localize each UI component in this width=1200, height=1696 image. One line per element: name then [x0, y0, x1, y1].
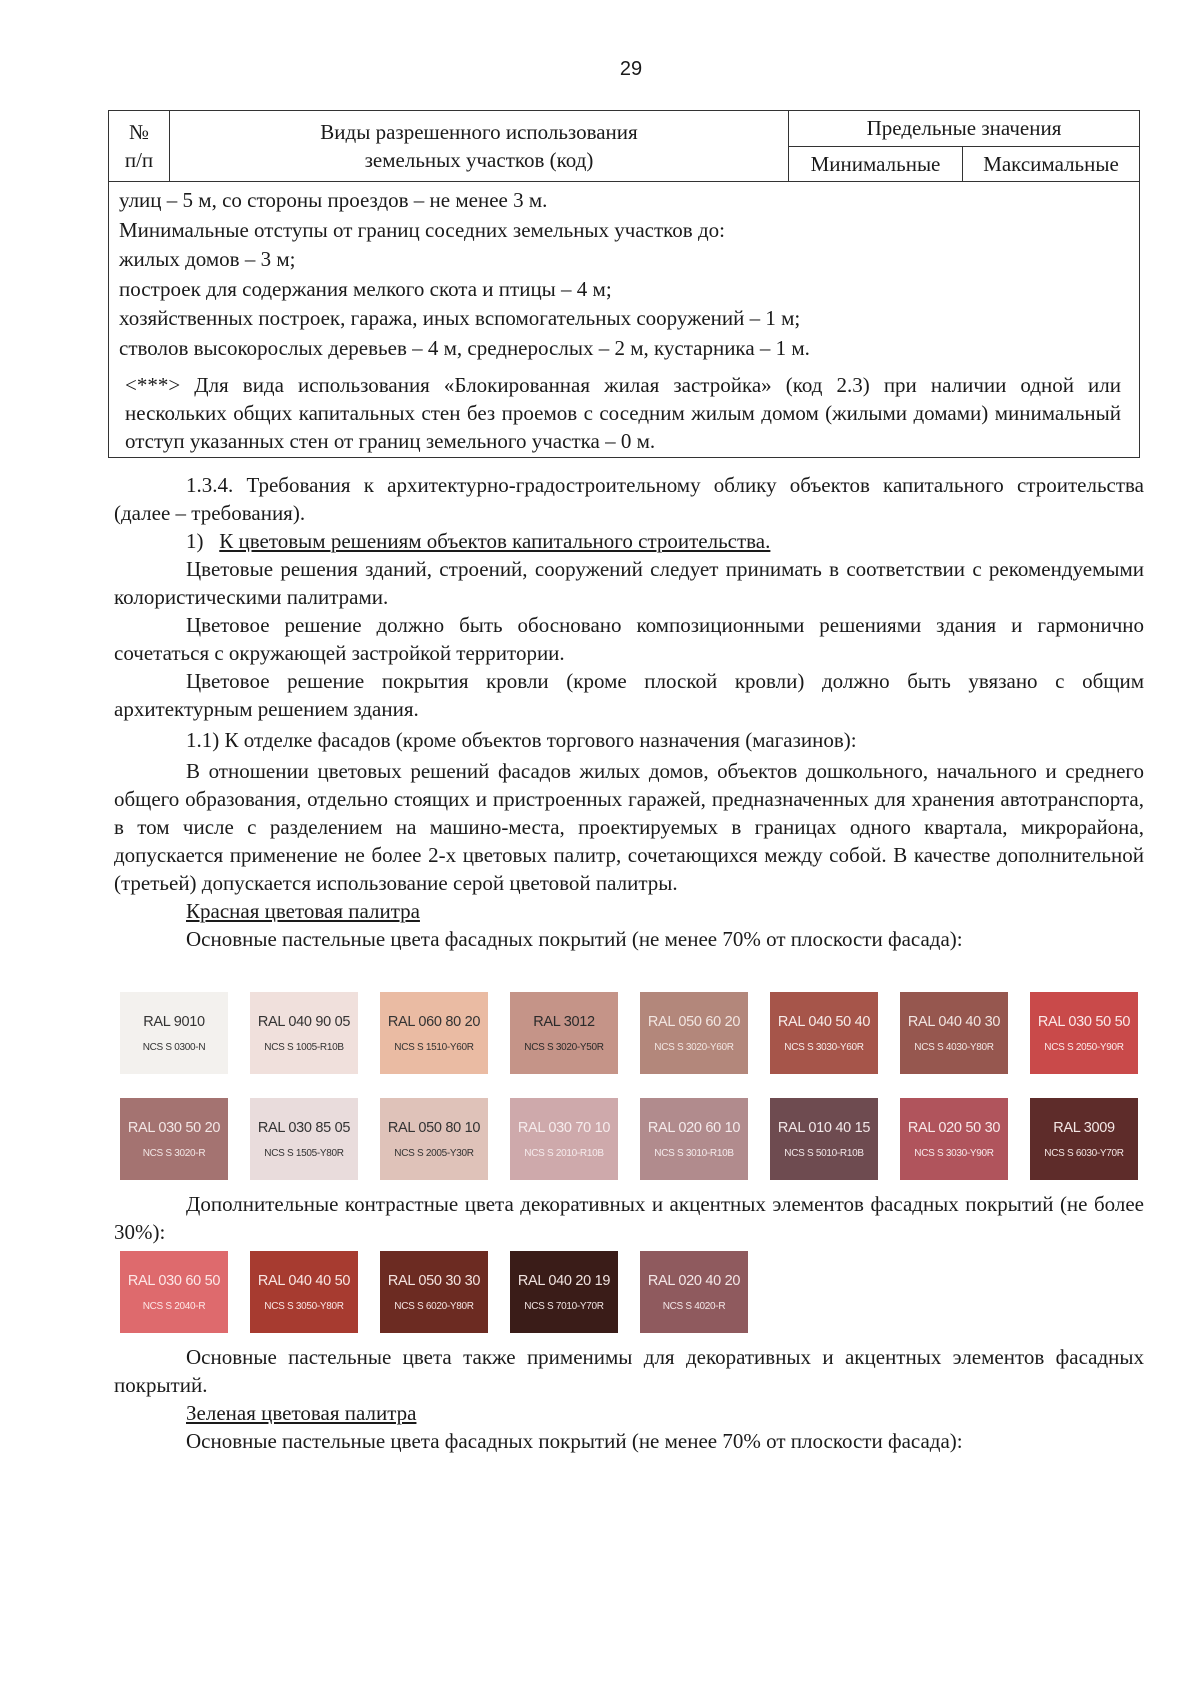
- color-swatch: [120, 1098, 228, 1180]
- swatch-ncs-code: NCS S 7010-Y70R: [524, 1300, 604, 1312]
- color-swatch: [250, 1098, 358, 1180]
- color-swatch: [120, 1251, 228, 1333]
- swatch-ral-code: RAL 9010: [143, 1013, 205, 1030]
- table-line: стволов высокорослых деревьев – 4 м, среднерослых – 2 м, кустарника – 1 м.: [119, 335, 810, 360]
- red-main-palette-row-1: [120, 992, 1160, 1074]
- swatch-ral-code: RAL 030 70 10: [517, 1119, 611, 1136]
- swatch-ral-code: RAL 040 50 40: [777, 1013, 871, 1030]
- swatch-ncs-code: NCS S 2050-Y90R: [1044, 1041, 1124, 1053]
- color-swatch: [510, 1098, 618, 1180]
- paragraph-color-palettes: Цветовые решения зданий, строений, сооружений следует принимать в соответствии с рекомендуемыми колористическими палитрами.: [114, 557, 1144, 609]
- swatch-ncs-code: NCS S 3030-Y90R: [914, 1147, 994, 1159]
- color-swatch: [250, 1251, 358, 1333]
- swatch-ral-code: RAL 040 40 30: [907, 1013, 1001, 1030]
- limits-table: [108, 110, 1140, 458]
- swatch-ncs-code: NCS S 6030-Y70R: [1044, 1147, 1124, 1159]
- table-body: [109, 182, 1139, 457]
- color-swatch: [640, 1251, 748, 1333]
- color-swatch: [120, 992, 228, 1074]
- color-swatch: [380, 992, 488, 1074]
- main-colors-caption: Основные пастельные цвета фасадных покрытий (не менее 70% от плоскости фасада):: [186, 927, 963, 951]
- swatch-ncs-code: NCS S 2040-R: [142, 1300, 206, 1312]
- swatch-ncs-code: NCS S 3010-R10B: [654, 1147, 734, 1159]
- color-swatch: [510, 992, 618, 1074]
- swatch-ncs-code: NCS S 3020-Y60R: [654, 1041, 734, 1053]
- swatch-ral-code: RAL 020 50 30: [907, 1119, 1001, 1136]
- swatch-ncs-code: NCS S 2010-R10B: [524, 1147, 604, 1159]
- swatch-ral-code: RAL 040 90 05: [257, 1013, 351, 1030]
- swatch-ral-code: RAL 050 80 10: [387, 1119, 481, 1136]
- color-swatch: [900, 992, 1008, 1074]
- table-line: Минимальные отступы от границ соседних земельных участков до:: [119, 217, 725, 242]
- swatch-ncs-code: NCS S 4030-Y80R: [914, 1041, 994, 1053]
- swatch-ral-code: RAL 3009: [1053, 1119, 1115, 1136]
- swatch-ral-code: RAL 020 40 20: [647, 1272, 741, 1289]
- color-swatch: [640, 992, 748, 1074]
- color-swatch: [900, 1098, 1008, 1180]
- swatch-ral-code: RAL 050 30 30: [387, 1272, 481, 1289]
- swatch-ral-code: RAL 030 50 50: [1037, 1013, 1131, 1030]
- header-limit-values: Предельные значения: [789, 111, 1139, 147]
- page-number: 29: [619, 58, 643, 80]
- main-colors-caption-2: Основные пастельные цвета фасадных покрытий (не менее 70% от плоскости фасада):: [186, 1429, 963, 1453]
- table-header: [109, 111, 1139, 182]
- swatch-ncs-code: NCS S 5010-R10B: [784, 1147, 864, 1159]
- green-palette-title: Зеленая цветовая палитра: [186, 1401, 417, 1425]
- paragraph-roof: Цветовое решение покрытия кровли (кроме плоской кровли) должно быть увязано с общим архитектурным решением здания.: [114, 669, 1144, 721]
- pastel-note: Основные пастельные цвета также применимы для декоративных и акцентных элементов фасадных покрытий.: [114, 1345, 1144, 1397]
- color-swatch: [770, 992, 878, 1074]
- paragraph-composition: Цветовое решение должно быть обосновано композиционными решениями здания и гармонично сочетаться с окружающей застройкой территории.: [114, 613, 1144, 665]
- paragraph-palette-limit: В отношении цветовых решений фасадов жилых домов, объектов дошкольного, начального и среднего общего образования, отдельно стоящих и пристроенных гаражей, предназначенных для хранения автотранспорта, в том числе с разделением на машино-места, проектируемых в границах одного квартала, микрорайона, допускается применение не более 2-х цветовых палитр, сочетающихся между собой. В качестве дополнительной (третьей) допускается использование серой цветовой палитры.: [114, 759, 1144, 895]
- paragraph-facade-finish: 1.1) К отделке фасадов (кроме объектов торгового назначения (магазинов):: [186, 728, 857, 752]
- swatch-ncs-code: NCS S 4020-R: [662, 1300, 726, 1312]
- swatch-ral-code: RAL 040 40 50: [257, 1272, 351, 1289]
- extra-colors-caption: Дополнительные контрастные цвета декоративных и акцентных элементов фасадных покрытий (не более 30%):: [114, 1192, 1144, 1244]
- color-swatch: [1030, 992, 1138, 1074]
- header-max: Максимальные: [983, 152, 1119, 176]
- swatch-ncs-code: NCS S 0300-N: [142, 1041, 206, 1053]
- swatch-ncs-code: NCS S 1005-R10B: [264, 1041, 344, 1053]
- swatch-ral-code: RAL 030 85 05: [257, 1119, 351, 1136]
- swatch-ral-code: RAL 020 60 10: [647, 1119, 741, 1136]
- swatch-ncs-code: NCS S 2005-Y30R: [394, 1147, 474, 1159]
- table-note: <***> Для вида использования «Блокированная жилая застройка» (код 2.3) при наличии одной или нескольких общих капитальных стен без проемов с соседним жилым домом (жилыми домами) минимальный отступ указанных стен от границ земельного участка – 0 м.: [125, 373, 1121, 453]
- color-swatch: [250, 992, 358, 1074]
- paragraph-color-solutions: 1) К цветовым решениям объектов капитального строительства.: [186, 529, 771, 553]
- swatch-ncs-code: NCS S 6020-Y80R: [394, 1300, 474, 1312]
- red-extra-palette: [120, 1251, 770, 1333]
- swatch-ncs-code: NCS S 1510-Y60R: [394, 1041, 474, 1053]
- header-use-kind: Виды разрешенного использования земельных участков (код): [170, 111, 789, 181]
- requirements-text: [114, 471, 1144, 953]
- table-line: жилых домов – 3 м;: [119, 247, 296, 271]
- swatch-ral-code: RAL 050 60 20: [647, 1013, 741, 1030]
- swatch-ral-code: RAL 010 40 15: [777, 1119, 871, 1136]
- color-swatch: [1030, 1098, 1138, 1180]
- swatch-ncs-code: NCS S 1505-Y80R: [264, 1147, 344, 1159]
- swatch-ral-code: RAL 030 60 50: [127, 1272, 221, 1289]
- color-swatch: [640, 1098, 748, 1180]
- color-solutions-heading: К цветовым решениям объектов капитального строительства.: [219, 529, 771, 553]
- closing-text: [114, 1343, 1144, 1455]
- swatch-ncs-code: NCS S 3020-R: [142, 1147, 206, 1159]
- header-limits: [789, 111, 1139, 181]
- swatch-ncs-code: NCS S 3030-Y60R: [784, 1041, 864, 1053]
- red-main-palette-row-2: [120, 1098, 1160, 1180]
- color-swatch: [510, 1251, 618, 1333]
- swatch-ral-code: RAL 030 50 20: [127, 1119, 221, 1136]
- swatch-ral-code: RAL 040 20 19: [517, 1272, 611, 1289]
- red-palette-title: Красная цветовая палитра: [186, 899, 420, 923]
- color-swatch: [770, 1098, 878, 1180]
- header-number: № п/п: [109, 111, 170, 181]
- paragraph-1-3-4: 1.3.4. Требования к архитектурно-градостроительному облику объектов капитального строительства (далее – требования).: [114, 473, 1144, 525]
- table-line: построек для содержания мелкого скота и птицы – 4 м;: [119, 276, 612, 301]
- table-line: улиц – 5 м, со стороны проездов – не менее 3 м.: [119, 188, 548, 212]
- table-line: хозяйственных построек, гаража, иных вспомогательных сооружений – 1 м;: [119, 306, 801, 330]
- color-swatch: [380, 1251, 488, 1333]
- swatch-ral-code: RAL 060 80 20: [387, 1013, 481, 1030]
- extra-colors-text: [114, 1190, 1144, 1246]
- header-min: Минимальные: [789, 147, 963, 181]
- color-swatch: [380, 1098, 488, 1180]
- swatch-ncs-code: NCS S 3050-Y80R: [264, 1300, 344, 1312]
- swatch-ral-code: RAL 3012: [533, 1013, 595, 1030]
- swatch-ncs-code: NCS S 3020-Y50R: [524, 1041, 604, 1053]
